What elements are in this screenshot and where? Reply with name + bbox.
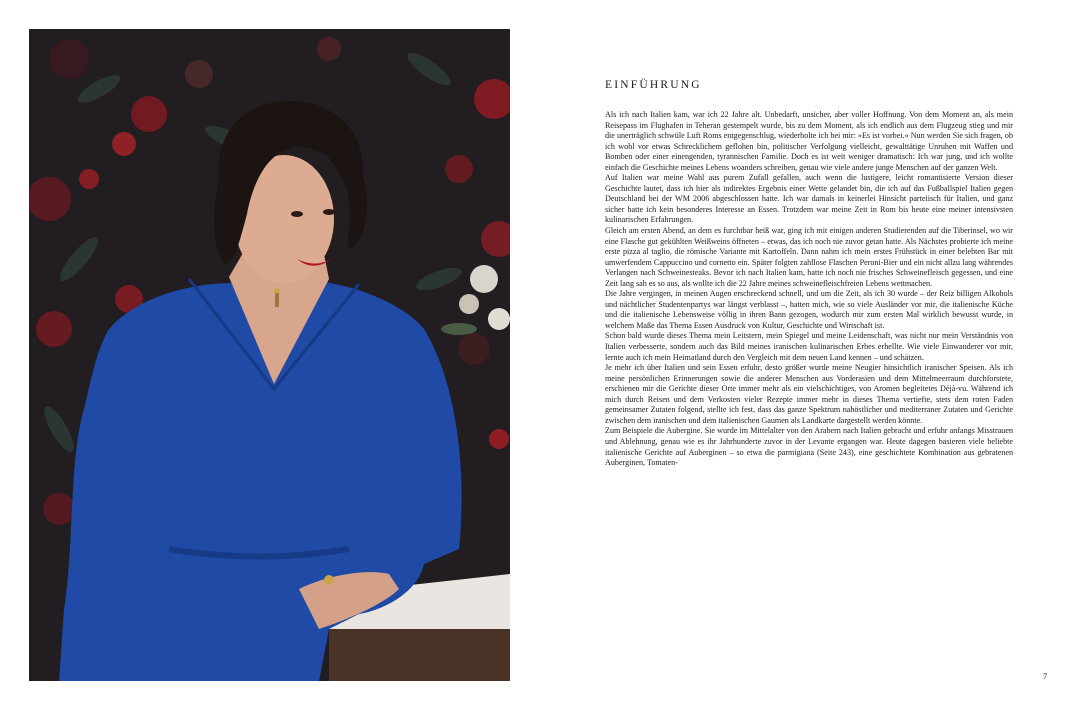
page-heading: EINFÜHRUNG [605,79,702,91]
portrait-photo [29,29,510,681]
paragraph: Auf Italien war meine Wahl aus purem Zufall gefallen, auch wenn die lustigere, leicht romantisierte Version dieser Geschichte lautet, dass ich hier als indirektes Ergebnis einer Wette gelandet bin, die ich auf das Fußballspiel Italien gegen Deutschland bei der WM 2006 abgeschlossen hatte. Ich war damals in keinerlei Hinsicht parteiisch für Italien, und ganz sicher hatte ich kein besonderes Interesse an Essen. Trotzdem war meine Zeit in Rom bis heute eine meiner intensivsten kulinarischen Erfahrungen. [605,173,1013,225]
page-number: 7 [1043,671,1048,681]
body-text [605,110,1013,469]
paragraph: Je mehr ich über Italien und sein Essen erfuhr, desto größer wurde meine Neugier hinsichtlich iranischer Speisen. Als ich meine persönlichen Erinnerungen sowie die anderer Menschen aus Vorderasien und dem Mittelmeerraum durchforstete, erschienen mir die Gerichte dieser Orte immer mehr als ein vielschichtiges, von Aromen begleitetes Déjà-vu. Während ich mich durch Reisen und dem Verkosten vieler Rezepte immer mehr in dieses Thema vertiefte, stets dem roten Faden gemeinsamer Zutaten folgend, stellte ich fest, dass das ganze Spektrum nahöstlicher und mediterraner Zutaten und Gerichte zwischen dem iranischen und dem italienischen Gaumen als Landkarte dargestellt werden könnte. [605,363,1013,425]
portrait-illustration [29,29,510,681]
paragraph: Als ich nach Italien kam, war ich 22 Jahre alt. Unbedarft, unsicher, aber voller Hoffnung. Von dem Moment an, als mein Reisepass im Flughafen in Teheran gestempelt wurde, bis zu dem Moment, als ich endlich aus dem Flugzeug stieg und mir die unerträglich schwüle Luft Roms entgegenschlug, wiederholte ich bei mir: »Es ist vorbei.« Nun werden Sie sich fragen, ob ich wohl vor etwas Schrecklichem geflohen bin, politischer Verfolgung vielleicht, gewalttätige Unruhen mit Waffen und Bomben oder einer einengenden, tyrannischen Familie. Doch es ist weit weniger dramatisch: Ich war jung, und ich wollte einfach die Geschichte meines Lebens woanders schreiben, genau wie viele andere junge Menschen auf der ganzen Welt. [605,110,1013,172]
paragraph: Gleich am ersten Abend, an dem es furchtbar heiß war, ging ich mit einigen anderen Studierenden auf die Tiberinsel, wo wir eine Flasche gut gekühlten Weißweins öffneten – etwas, das ich noch nie zuvor getan hatte. Als Nächstes probierte ich meine erste pizza al taglio, die römische Variante mit Kartoffeln. Dann nahm ich mein erstes Frühstück in einer belebten Bar mit umwerfendem Cappuccino und cornetto ein. Später folgten zahllose Flaschen Peroni-Bier und ein nicht allzu lang währendes Verlangen nach Schweinesteaks. Bevor ich nach Italien kam, hatte ich noch nie frisches Schweinefleisch gegessen, und eine Zeit lang sah es so aus, als wollte ich die 22 Jahre meines schweinefleischfreien Lebens wettmachen. [605,226,1013,288]
paragraph: Schon bald wurde dieses Thema mein Leitstern, mein Spiegel und meine Leidenschaft, was nicht nur mein Verständnis von Italien verbesserte, sondern auch das Bild meines iranischen kulinarischen Erbes erhellte. Wie viele Einwanderer vor mir, lernte auch ich mein Heimatland durch den Vergleich mit dem neuen Land kennen – und schätzen. [605,331,1013,362]
paragraph: Die Jahre vergingen, in meinen Augen erschreckend schnell, und um die Zeit, als ich 30 wurde – der Reiz billigen Alkohols und nächtlicher Studentenpartys war längst verblasst –, hatten mich, wie so viele Ausländer vor mir, die italienische Küche und die italienische Lebensweise völlig in ihren Bann gezogen, wodurch mir zum ersten Mal wirklich bewusst wurde, in welchem Maße das Thema Essen Ausdruck von Kultur, Geschichte und Wirtschaft ist. [605,289,1013,330]
paragraph: Zum Beispiele die Aubergine. Sie wurde im Mittelalter von den Arabern nach Italien gebracht und erfuhr anfangs Misstrauen und Ablehnung, genau wie es ihr Jahrhunderte zuvor in der Levante ergangen war. Heute dagegen basieren viele beliebte italienische Gerichte auf Auberginen – so etwa die parmigiana (Seite 243), eine geschichtete Kombination aus gebratenen Auberginen, Tomaten- [605,426,1013,468]
